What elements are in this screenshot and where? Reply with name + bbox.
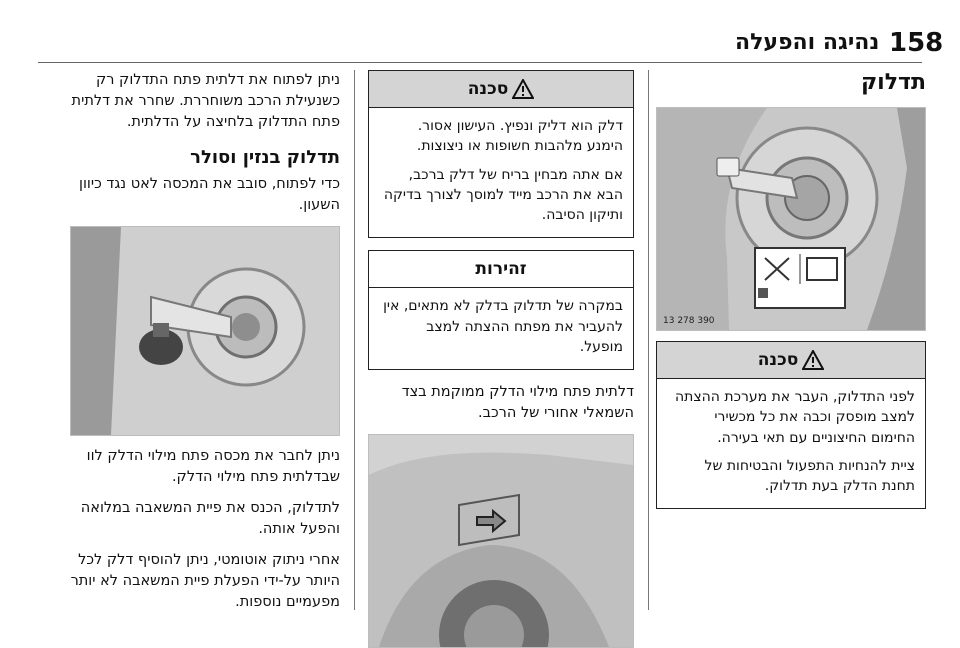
danger-notice: [368, 70, 634, 238]
fuel-door-illustration: [657, 108, 925, 330]
danger-notice-title: סכנה: [467, 79, 509, 99]
body-paragraph: לתדלוק, הכנס את פיית המשאבה במלואה והפעל אותה.: [80, 500, 340, 538]
danger-notice-body: [657, 379, 925, 508]
right-column: [656, 70, 926, 521]
middle-column: [368, 70, 634, 648]
car-rear-illustration: [369, 435, 633, 647]
notice-paragraph: ציית להנחיות התפעול והבטיחות של תחנת הדלק בעת תדלוק.: [704, 457, 915, 495]
intro-paragraph: ניתן לפתוח את דלתית פתח התדלוק רק כשנעילת הרכב משוחררת. שחרר את דלתית פתח התדלוק בלחיצה על הדלתית.: [71, 72, 340, 131]
fuel-door-figure: [656, 107, 926, 331]
notice-paragraph: דלק הוא דליק ונפיץ. העישון אסור. הימנע מלהבות חשופות או ניצוצות.: [416, 118, 623, 155]
danger-notice-title: סכנה: [757, 350, 799, 370]
column-divider: [354, 70, 355, 610]
header-divider: [38, 62, 922, 63]
caution-notice: [368, 250, 634, 370]
danger-notice-header: [369, 71, 633, 108]
warning-triangle-icon: [802, 350, 824, 370]
left-column: [70, 70, 340, 623]
section-title: תדלוק: [860, 70, 926, 95]
fuel-label-sticker: [755, 248, 845, 308]
sub-heading: תדלוק בנזין וסולר: [190, 147, 340, 169]
figure-code: 13 278 390: [663, 316, 715, 326]
body-paragraph: ניתן לחבר את מכסה פתח מילוי הדלק לוו שבדלתית פתח מילוי הדלק.: [86, 448, 340, 486]
page-header: [0, 18, 960, 68]
car-rear-figure: [368, 434, 634, 648]
notice-paragraph: אם אתה מבחין בריח של דלק ברכב, הבא את הרכב מייד למוסך לצורך בדיקה ותיקון הסיבה.: [383, 166, 623, 224]
fuel-cap-illustration: [71, 227, 339, 435]
notice-paragraph: לפני התדלוק, העבר את מערכת ההצתה למצב מופסק וכבה את כל מכשירי החימום החיצוניים עם תאי בעירה.: [674, 389, 915, 446]
danger-notice-header: [657, 342, 925, 379]
notice-paragraph: במקרה של תדלוק בדלק לא מתאים, אין להעביר את מפתח ההצתה למצב מופעל.: [383, 298, 623, 356]
body-paragraph: אחרי ניתוק אוטומטי, ניתן להוסיף דלק לכל היותר על-ידי הפעלת פיית המשאבה לא יותר מפעמיים נוספות.: [70, 552, 340, 611]
body-paragraph: כדי לפתוח, סובב את המכסה לאט נגד כיוון השעון.: [79, 176, 340, 214]
fuel-cap-figure: [70, 226, 340, 436]
danger-notice: [656, 341, 926, 509]
body-paragraph: דלתית פתח מילוי הדלק ממוקמת בצד השמאלי אחורי של הרכב.: [401, 384, 634, 422]
caution-notice-title: זהירות: [475, 259, 527, 280]
caution-notice-body: [369, 288, 633, 369]
chapter-title: נהיגה והפעלה: [735, 30, 880, 55]
page-number: 158: [889, 28, 944, 58]
danger-notice-body: [369, 108, 633, 237]
warning-triangle-icon: [512, 79, 534, 99]
caution-notice-header: [369, 251, 633, 288]
column-divider: [648, 70, 649, 610]
